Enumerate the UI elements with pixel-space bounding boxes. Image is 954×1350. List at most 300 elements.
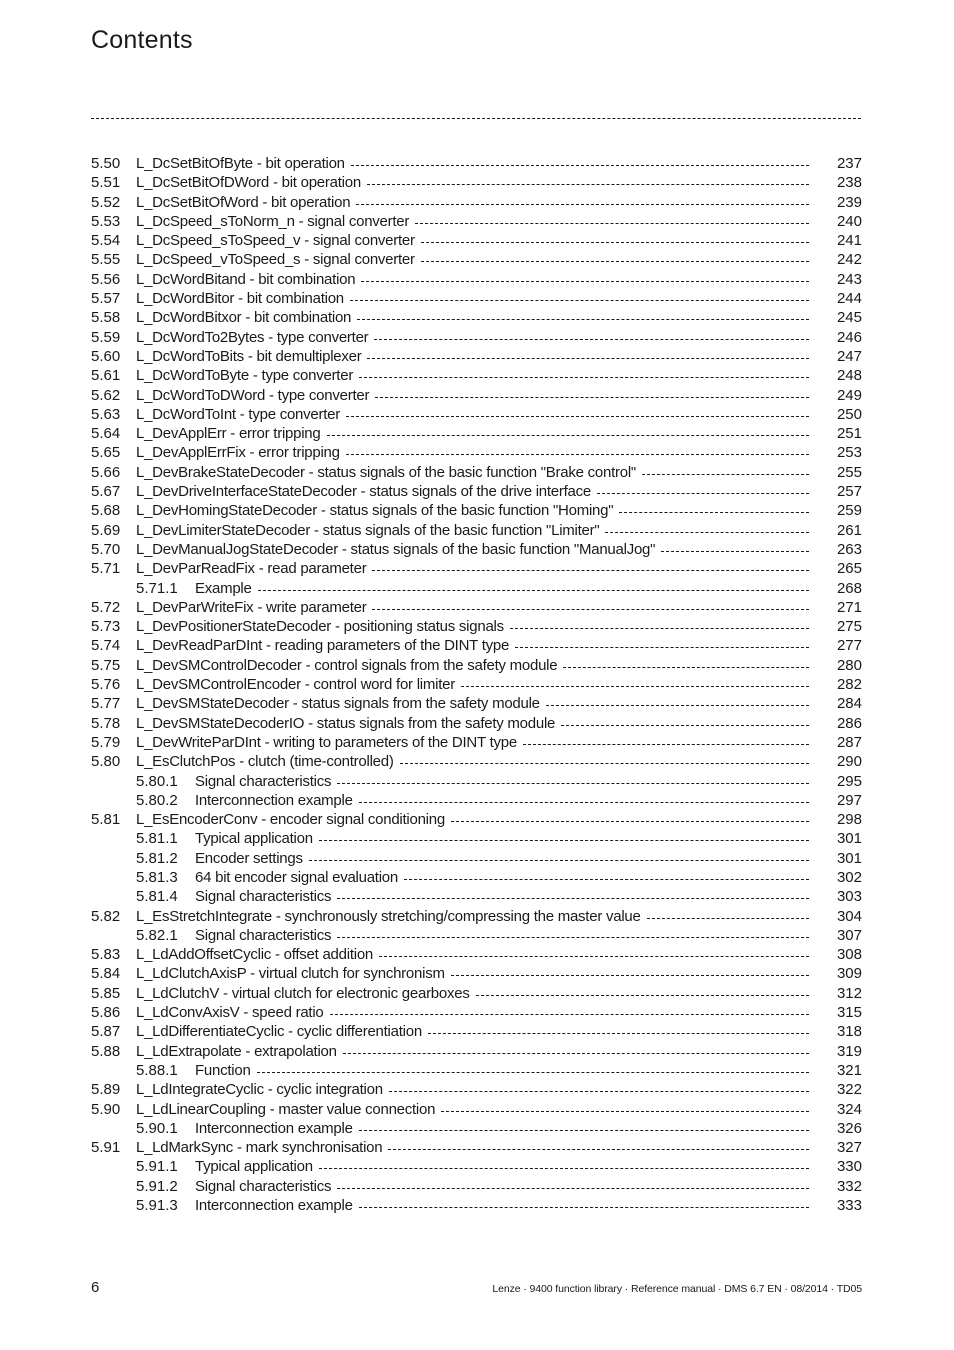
- toc-dot-leader: [661, 551, 809, 552]
- toc-entry-number: 5.77: [91, 695, 121, 713]
- toc-entry-page[interactable]: 277: [836, 637, 862, 655]
- toc-entry-title[interactable]: L_DcSpeed_vToSpeed_s - signal converter: [136, 251, 415, 269]
- toc-entry-number: 5.55: [91, 251, 121, 269]
- toc-entry[interactable]: [0, 1157, 954, 1176]
- toc-entry-title[interactable]: L_LdLinearCoupling - master value connection: [136, 1100, 436, 1118]
- toc-entry-page[interactable]: 307: [836, 926, 862, 944]
- toc-entry-title[interactable]: Signal characteristics: [195, 926, 332, 944]
- toc-entry[interactable]: [0, 463, 954, 482]
- toc-entry-page[interactable]: 261: [836, 521, 862, 539]
- toc-dot-leader: [546, 705, 809, 706]
- toc-entry-title[interactable]: L_DcWordBitxor - bit combination: [136, 309, 352, 327]
- toc-entry-page[interactable]: 265: [836, 560, 862, 578]
- toc-dot-leader: [337, 937, 809, 938]
- toc-entry[interactable]: [0, 521, 954, 540]
- toc-entry[interactable]: [0, 617, 954, 636]
- toc-entry-title[interactable]: L_DcWordBitand - bit combination: [136, 270, 356, 288]
- toc-entry-title[interactable]: L_DcSetBitOfByte - bit operation: [136, 155, 345, 172]
- toc-entry-title[interactable]: Interconnection example: [195, 1119, 353, 1137]
- toc-entry-page[interactable]: 280: [836, 656, 862, 674]
- toc-entry-number: 5.61: [91, 367, 121, 385]
- toc-entry[interactable]: [0, 386, 954, 405]
- toc-dot-leader: [563, 667, 809, 668]
- toc-entry-title-group: [136, 463, 809, 482]
- toc-entry-page[interactable]: 324: [836, 1100, 862, 1118]
- toc-entry-page[interactable]: 290: [836, 753, 862, 771]
- toc-dot-leader: [523, 744, 809, 745]
- toc-entry-number: 5.88.1: [136, 1061, 178, 1079]
- toc-entry-number: 5.66: [91, 463, 121, 481]
- toc-entry-title[interactable]: L_DcWordToDWord - type converter: [136, 386, 370, 404]
- toc-entry-title[interactable]: L_EsEncoderConv - encoder signal conditioning: [136, 811, 445, 829]
- toc-dot-leader: [359, 377, 809, 378]
- page-number: 6: [91, 1279, 100, 1296]
- toc-entry[interactable]: [0, 482, 954, 501]
- page-title: Contents: [91, 26, 193, 54]
- toc-entry-number: 5.54: [91, 232, 121, 250]
- toc-entry-page[interactable]: 318: [836, 1023, 862, 1041]
- toc-entry-page[interactable]: 322: [836, 1081, 862, 1099]
- toc-entry-title[interactable]: L_DevSMControlEncoder - control word for limiter: [136, 676, 455, 694]
- toc-entry-title-group: [136, 636, 809, 655]
- toc-entry-number: 5.80: [91, 753, 121, 771]
- toc-entry[interactable]: [0, 810, 954, 829]
- toc-entry-number: 5.74: [91, 637, 121, 655]
- toc-entry[interactable]: [0, 887, 954, 906]
- toc-entry-title-group: [195, 849, 809, 868]
- toc-entry-title[interactable]: L_LdClutchAxisP - virtual clutch for synchronism: [136, 965, 445, 983]
- toc-entry-title[interactable]: L_DevDriveInterfaceStateDecoder - status signals of the drive interface: [136, 483, 591, 501]
- toc-dot-leader: [351, 165, 809, 166]
- toc-entry-page[interactable]: 327: [836, 1139, 862, 1157]
- toc-entry-number: 5.67: [91, 483, 121, 501]
- toc-entry-title[interactable]: Signal characteristics: [195, 772, 332, 790]
- toc-entry-page[interactable]: 239: [836, 193, 862, 211]
- toc-entry-title[interactable]: L_LdConvAxisV - speed ratio: [136, 1004, 324, 1022]
- toc-entry-title-group: [136, 308, 809, 327]
- toc-entry-page[interactable]: 259: [836, 502, 862, 520]
- toc-entry-number: 5.81.3: [136, 868, 178, 886]
- toc-entry-title-group: [136, 1003, 809, 1022]
- toc-entry-title-group: [136, 598, 809, 617]
- toc-entry-page[interactable]: 241: [836, 232, 862, 250]
- toc-entry-page[interactable]: 301: [836, 830, 862, 848]
- toc-entry-title-group: [195, 579, 809, 598]
- toc-dot-leader: [337, 1188, 809, 1189]
- toc-entry[interactable]: [0, 868, 954, 887]
- toc-entry[interactable]: [0, 926, 954, 945]
- toc-entry-page[interactable]: 242: [836, 251, 862, 269]
- toc-entry-title[interactable]: L_DevSMStateDecoderIO - status signals from the safety module: [136, 714, 556, 732]
- toc-entry-title[interactable]: L_DevSMStateDecoder - status signals from the safety module: [136, 695, 540, 713]
- toc-entry-title-group: [136, 521, 809, 540]
- toc-entry-title[interactable]: L_EsClutchPos - clutch (time-controlled): [136, 753, 394, 771]
- toc-entry-page[interactable]: 302: [836, 868, 862, 886]
- toc-entry-title[interactable]: L_DcWordToInt - type converter: [136, 405, 340, 423]
- toc-entry-number: 5.64: [91, 425, 121, 443]
- toc-entry-number: 5.91.3: [136, 1197, 178, 1215]
- toc-entry[interactable]: [0, 328, 954, 347]
- toc-entry[interactable]: [0, 772, 954, 791]
- toc-entry-title[interactable]: L_LdMarkSync - mark synchronisation: [136, 1139, 383, 1157]
- toc-entry-page[interactable]: 312: [836, 984, 862, 1002]
- toc-entry-number: 5.78: [91, 714, 121, 732]
- toc-dot-leader: [367, 358, 809, 359]
- toc-entry-title[interactable]: L_DevBrakeStateDecoder - status signals of the basic function "Brake control": [136, 463, 637, 481]
- toc-entry-title[interactable]: L_DcWordBitor - bit combination: [136, 290, 344, 308]
- toc-entry-title[interactable]: 64 bit encoder signal evaluation: [195, 868, 398, 886]
- toc-entry-page[interactable]: 255: [836, 463, 862, 481]
- toc-entry-number: 5.69: [91, 521, 121, 539]
- toc-entry-title-group: [136, 405, 809, 424]
- toc-entry-title-group: [136, 1138, 809, 1157]
- toc-entry-page[interactable]: 303: [836, 888, 862, 906]
- toc-entry-title[interactable]: L_LdDifferentiateCyclic - cyclic differentiation: [136, 1023, 422, 1041]
- toc-entry-page[interactable]: 298: [836, 811, 862, 829]
- toc-entry-title-group: [136, 907, 809, 926]
- toc-dot-leader: [359, 1207, 809, 1208]
- toc-entry-title-group: [136, 212, 809, 231]
- toc-entry[interactable]: [0, 1138, 954, 1157]
- toc-dot-leader: [359, 1130, 809, 1131]
- toc-entry[interactable]: [0, 559, 954, 578]
- toc-entry-title-group: [195, 926, 809, 945]
- toc-entry-title-group: [195, 887, 809, 906]
- toc-entry-page[interactable]: 330: [836, 1158, 862, 1176]
- toc-entry[interactable]: [0, 964, 954, 983]
- toc-entry-title-group: [136, 328, 809, 347]
- toc-dot-leader: [356, 204, 809, 205]
- toc-entry-title[interactable]: L_DevApplErr - error tripping: [136, 425, 321, 443]
- toc-dot-leader: [319, 1168, 809, 1169]
- toc-entry-title-group: [195, 791, 809, 810]
- toc-entry[interactable]: [0, 347, 954, 366]
- toc-entry-number: 5.50: [91, 155, 121, 172]
- toc-entry-title[interactable]: Typical application: [195, 1158, 313, 1176]
- toc-entry-page[interactable]: 243: [836, 270, 862, 288]
- toc-entry-page[interactable]: 308: [836, 946, 862, 964]
- toc-dot-leader: [343, 1053, 809, 1054]
- toc-entry[interactable]: [0, 1042, 954, 1061]
- table-of-contents: [0, 154, 954, 1215]
- toc-entry-title[interactable]: L_DevParReadFix - read parameter: [136, 560, 367, 578]
- toc-entry-page[interactable]: 301: [836, 849, 862, 867]
- toc-entry-title[interactable]: L_DcSetBitOfDWord - bit operation: [136, 174, 361, 192]
- toc-entry[interactable]: [0, 579, 954, 598]
- toc-entry-title[interactable]: L_DevReadParDInt - reading parameters of the DINT type: [136, 637, 510, 655]
- toc-entry-title[interactable]: L_LdAddOffsetCyclic - offset addition: [136, 946, 374, 964]
- toc-entry-title[interactable]: Signal characteristics: [195, 1177, 332, 1195]
- toc-entry-page[interactable]: 332: [836, 1177, 862, 1195]
- toc-entry-title-group: [136, 386, 809, 405]
- toc-entry-number: 5.57: [91, 290, 121, 308]
- toc-entry-page[interactable]: 244: [836, 290, 862, 308]
- toc-entry[interactable]: [0, 193, 954, 212]
- toc-entry-title[interactable]: L_LdClutchV - virtual clutch for electronic gearboxes: [136, 984, 470, 1002]
- toc-entry[interactable]: [0, 366, 954, 385]
- toc-entry-number: 5.75: [91, 656, 121, 674]
- toc-entry-number: 5.52: [91, 193, 121, 211]
- toc-entry-title[interactable]: L_DcWordTo2Bytes - type converter: [136, 328, 369, 346]
- toc-entry[interactable]: [0, 308, 954, 327]
- toc-dot-leader: [379, 956, 809, 957]
- toc-entry-page[interactable]: 263: [836, 540, 862, 558]
- toc-entry-title[interactable]: L_DevApplErrFix - error tripping: [136, 444, 340, 462]
- toc-entry-title[interactable]: L_EsStretchIntegrate - synchronously stretching/compressing the master value: [136, 907, 641, 925]
- toc-entry-page[interactable]: 247: [836, 347, 862, 365]
- toc-dot-leader: [561, 725, 809, 726]
- toc-entry-number: 5.88: [91, 1042, 121, 1060]
- toc-entry-title[interactable]: L_DevLimiterStateDecoder - status signals of the basic function "Limiter": [136, 521, 600, 539]
- toc-entry[interactable]: [0, 636, 954, 655]
- toc-entry-number: 5.79: [91, 733, 121, 751]
- toc-dot-leader: [421, 261, 809, 262]
- toc-entry-title[interactable]: L_DcSetBitOfWord - bit operation: [136, 193, 351, 211]
- toc-entry-page[interactable]: 246: [836, 328, 862, 346]
- toc-entry[interactable]: [0, 733, 954, 752]
- toc-entry-title[interactable]: L_DevParWriteFix - write parameter: [136, 598, 367, 616]
- toc-dot-leader: [346, 416, 809, 417]
- toc-entry-title-group: [136, 540, 809, 559]
- toc-entry-title-group: [136, 173, 809, 192]
- toc-entry-number: 5.59: [91, 328, 121, 346]
- toc-entry-number: 5.73: [91, 618, 121, 636]
- toc-entry-page[interactable]: 253: [836, 444, 862, 462]
- toc-entry-title-group: [136, 443, 809, 462]
- toc-entry[interactable]: [0, 1119, 954, 1138]
- toc-entry-number: 5.65: [91, 444, 121, 462]
- toc-entry[interactable]: [0, 212, 954, 231]
- toc-entry-number: 5.87: [91, 1023, 121, 1041]
- toc-entry[interactable]: [0, 656, 954, 675]
- toc-entry-page[interactable]: 245: [836, 309, 862, 327]
- toc-entry-title[interactable]: Example: [195, 579, 252, 597]
- toc-entry-page[interactable]: 248: [836, 367, 862, 385]
- toc-entry[interactable]: [0, 849, 954, 868]
- toc-dot-leader: [327, 435, 810, 436]
- toc-entry-title-group: [136, 984, 809, 1003]
- toc-entry-number: 5.63: [91, 405, 121, 423]
- toc-entry-number: 5.80.2: [136, 791, 178, 809]
- toc-dot-leader: [461, 686, 809, 687]
- toc-entry-number: 5.84: [91, 965, 121, 983]
- toc-entry-title-group: [136, 656, 809, 675]
- toc-dot-leader: [361, 281, 809, 282]
- toc-entry[interactable]: [0, 501, 954, 520]
- toc-entry-title[interactable]: L_LdExtrapolate - extrapolation: [136, 1042, 337, 1060]
- toc-entry-title[interactable]: L_LdIntegrateCyclic - cyclic integration: [136, 1081, 383, 1099]
- toc-entry-title[interactable]: L_DcSpeed_sToSpeed_v - signal converter: [136, 232, 415, 250]
- toc-entry[interactable]: [0, 1177, 954, 1196]
- toc-entry-page[interactable]: 315: [836, 1004, 862, 1022]
- toc-entry-page[interactable]: 257: [836, 483, 862, 501]
- toc-entry-page[interactable]: 284: [836, 695, 862, 713]
- toc-entry-title-group: [136, 1022, 809, 1041]
- toc-entry-title-group: [136, 1042, 809, 1061]
- toc-dot-leader: [330, 1014, 809, 1015]
- toc-entry-title-group: [136, 752, 809, 771]
- toc-dot-leader: [389, 1091, 809, 1092]
- toc-entry-title-group: [136, 347, 809, 366]
- toc-entry-number: 5.83: [91, 946, 121, 964]
- toc-entry-title[interactable]: L_DevSMControlDecoder - control signals from the safety module: [136, 656, 558, 674]
- toc-entry-page[interactable]: 295: [836, 772, 862, 790]
- toc-entry[interactable]: [0, 1061, 954, 1080]
- toc-entry-title-group: [136, 1100, 809, 1119]
- toc-entry-page[interactable]: 250: [836, 405, 862, 423]
- toc-entry-page[interactable]: 275: [836, 618, 862, 636]
- toc-entry[interactable]: [0, 289, 954, 308]
- toc-entry-title-group: [136, 270, 809, 289]
- toc-entry[interactable]: [0, 1022, 954, 1041]
- toc-entry-title-group: [136, 424, 809, 443]
- toc-entry-page[interactable]: 321: [836, 1061, 862, 1079]
- toc-entry[interactable]: [0, 598, 954, 617]
- toc-entry-page[interactable]: 240: [836, 212, 862, 230]
- toc-entry-title[interactable]: Interconnection example: [195, 791, 353, 809]
- toc-entry[interactable]: [0, 714, 954, 733]
- toc-entry-title-group: [195, 1119, 809, 1138]
- toc-entry-page[interactable]: 309: [836, 965, 862, 983]
- toc-entry-page[interactable]: 271: [836, 598, 862, 616]
- toc-entry[interactable]: [0, 270, 954, 289]
- toc-dot-leader: [451, 975, 809, 976]
- toc-entry[interactable]: [0, 675, 954, 694]
- toc-dot-leader: [374, 339, 809, 340]
- toc-dot-leader: [309, 860, 809, 861]
- toc-dot-leader: [421, 242, 809, 243]
- document-info: Lenze · 9400 function library · Reference manual · DMS 6.7 EN · 08/2014 · TD05: [492, 1283, 862, 1295]
- toc-entry-title-group: [136, 501, 809, 520]
- toc-entry-title-group: [195, 829, 809, 848]
- toc-entry-title[interactable]: L_DevHomingStateDecoder - status signals of the basic function "Homing": [136, 502, 614, 520]
- toc-dot-leader: [367, 184, 809, 185]
- toc-dot-leader: [372, 609, 809, 610]
- toc-entry-number: 5.81.4: [136, 888, 178, 906]
- toc-entry-number: 5.86: [91, 1004, 121, 1022]
- toc-dot-leader: [257, 1072, 809, 1073]
- toc-entry-title[interactable]: L_DcWordToByte - type converter: [136, 367, 354, 385]
- toc-entry-page[interactable]: 286: [836, 714, 862, 732]
- toc-entry-title[interactable]: L_DevWriteParDInt - writing to parameters of the DINT type: [136, 733, 517, 751]
- toc-entry-number: 5.53: [91, 212, 121, 230]
- toc-dot-leader: [647, 918, 809, 919]
- toc-entry-page[interactable]: 251: [836, 425, 862, 443]
- toc-entry-number: 5.90: [91, 1100, 121, 1118]
- toc-entry-title[interactable]: Typical application: [195, 830, 313, 848]
- toc-entry-page[interactable]: 319: [836, 1042, 862, 1060]
- toc-entry-title-group: [136, 193, 809, 212]
- toc-dot-leader: [400, 763, 809, 764]
- toc-dot-leader: [372, 570, 809, 571]
- toc-dot-leader: [357, 319, 809, 320]
- toc-entry[interactable]: [0, 791, 954, 810]
- toc-entry[interactable]: [0, 443, 954, 462]
- toc-entry-page[interactable]: 282: [836, 676, 862, 694]
- toc-entry[interactable]: [0, 829, 954, 848]
- toc-entry-title-group: [195, 772, 809, 791]
- toc-entry-title-group: [195, 1196, 809, 1215]
- toc-dot-leader: [476, 995, 809, 996]
- toc-entry-title-group: [136, 945, 809, 964]
- toc-entry[interactable]: [0, 424, 954, 443]
- toc-entry-title-group: [136, 714, 809, 733]
- toc-entry-title[interactable]: Function: [195, 1061, 251, 1079]
- toc-entry-number: 5.71: [91, 560, 121, 578]
- toc-entry[interactable]: [0, 984, 954, 1003]
- toc-entry-title[interactable]: Interconnection example: [195, 1197, 353, 1215]
- toc-entry-number: 5.85: [91, 984, 121, 1002]
- toc-entry[interactable]: [0, 907, 954, 926]
- toc-entry-title[interactable]: L_DcWordToBits - bit demultiplexer: [136, 347, 362, 365]
- toc-entry-page[interactable]: 304: [836, 907, 862, 925]
- toc-entry[interactable]: [0, 1196, 954, 1215]
- toc-entry-number: 5.91.1: [136, 1158, 178, 1176]
- toc-entry-page[interactable]: 268: [836, 579, 862, 597]
- toc-dot-leader: [441, 1111, 809, 1112]
- toc-entry-title-group: [136, 733, 809, 752]
- toc-dot-leader: [510, 628, 809, 629]
- toc-entry-page[interactable]: 238: [836, 174, 862, 192]
- toc-entry-title-group: [136, 250, 809, 269]
- toc-dot-leader: [619, 512, 809, 513]
- toc-entry-page[interactable]: 237: [836, 155, 862, 172]
- toc-dot-leader: [337, 783, 809, 784]
- toc-entry-title-group: [136, 154, 809, 173]
- toc-entry-title[interactable]: Encoder settings: [195, 849, 303, 867]
- toc-dot-leader: [346, 454, 809, 455]
- toc-entry-number: 5.72: [91, 598, 121, 616]
- toc-entry-number: 5.62: [91, 386, 121, 404]
- toc-entry-page[interactable]: 249: [836, 386, 862, 404]
- toc-entry-title-group: [195, 868, 809, 887]
- toc-entry[interactable]: [0, 250, 954, 269]
- toc-entry-title[interactable]: L_DcSpeed_sToNorm_n - signal converter: [136, 212, 410, 230]
- toc-entry-number: 5.80.1: [136, 772, 178, 790]
- toc-entry-page[interactable]: 297: [836, 791, 862, 809]
- toc-entry-title-group: [136, 617, 809, 636]
- toc-dot-leader: [428, 1033, 809, 1034]
- toc-entry[interactable]: [0, 540, 954, 559]
- toc-entry[interactable]: [0, 694, 954, 713]
- toc-entry-title-group: [136, 366, 809, 385]
- toc-entry-number: 5.51: [91, 174, 121, 192]
- toc-entry[interactable]: [0, 154, 954, 173]
- toc-entry-title[interactable]: Signal characteristics: [195, 888, 332, 906]
- toc-entry-page[interactable]: 287: [836, 733, 862, 751]
- toc-dot-leader: [319, 840, 809, 841]
- toc-entry[interactable]: [0, 945, 954, 964]
- toc-dot-leader: [415, 223, 809, 224]
- toc-entry[interactable]: [0, 1003, 954, 1022]
- toc-entry-title[interactable]: L_DevManualJogStateDecoder - status signals of the basic function "ManualJog": [136, 540, 656, 558]
- toc-entry-number: 5.81.1: [136, 830, 178, 848]
- toc-entry[interactable]: [0, 752, 954, 771]
- toc-entry[interactable]: [0, 173, 954, 192]
- toc-entry-title[interactable]: L_DevPositionerStateDecoder - positioning status signals: [136, 618, 504, 636]
- toc-dot-leader: [359, 802, 809, 803]
- toc-entry-number: 5.91: [91, 1139, 121, 1157]
- toc-dot-leader: [337, 898, 809, 899]
- toc-entry-title-group: [195, 1061, 809, 1080]
- toc-entry[interactable]: [0, 1100, 954, 1119]
- toc-entry[interactable]: [0, 1080, 954, 1099]
- toc-entry-title-group: [136, 675, 809, 694]
- toc-entry-page[interactable]: 333: [836, 1197, 862, 1215]
- toc-entry-page[interactable]: 326: [836, 1119, 862, 1137]
- toc-entry[interactable]: [0, 405, 954, 424]
- toc-entry[interactable]: [0, 231, 954, 250]
